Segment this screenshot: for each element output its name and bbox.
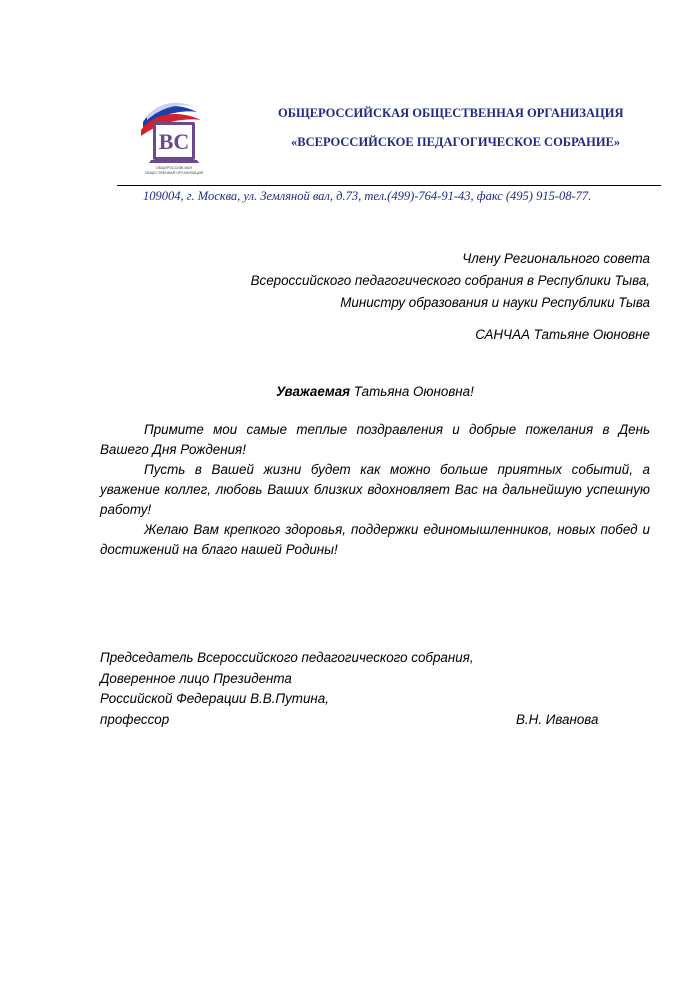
letter-body (100, 420, 650, 560)
body-paragraph-1: Примите мои самые теплые поздравления и добрые пожелания в День Вашего Дня Рождения! (100, 422, 650, 457)
organization-address: 109004, г. Москва, ул. Земляной вал, д.73, тел.(499)-764-91-43, факс (495) 915-08-77. (143, 189, 592, 203)
signature-line-2: Доверенное лицо Президента (100, 670, 292, 686)
addressee-line-2: Всероссийского педагогического собрания в Республики Тыва, (250, 273, 650, 288)
addressee-block (150, 248, 650, 314)
addressee-line-3: Министру образования и науки Республики Тыва (340, 295, 650, 310)
body-paragraph-3: Желаю Вам крепкого здоровья, поддержки единомышленников, новых побед и достижений на благо нашей Родины! (100, 522, 650, 557)
signature-line-1: Председатель Всероссийского педагогического собрания, (100, 650, 474, 665)
signatory-name: В.Н. Иванова (516, 712, 599, 728)
organization-logo-icon (137, 100, 217, 176)
svg-text:ВС: ВС (158, 129, 190, 154)
organization-name-line-1: ОБЩЕРОССИЙСКАЯ ОБЩЕСТВЕННАЯ ОРГАНИЗАЦИЯ (278, 106, 624, 120)
signature-line-3: Российской Федерации В.В.Путина, (100, 691, 329, 707)
signature-title: профессор (100, 712, 170, 728)
greeting-name: Татьяна Оюновна! (353, 384, 474, 399)
letterhead-divider (117, 185, 661, 186)
addressee-line-1: Члену Регионального совета (462, 251, 650, 266)
greeting-salutation: Уважаемая (276, 384, 351, 399)
svg-text:ОБЩЕСТВЕННАЯ ОРГАНИЗАЦИЯ: ОБЩЕСТВЕННАЯ ОРГАНИЗАЦИЯ (144, 171, 204, 175)
svg-text:ОБЩЕРОССИЙСКАЯ: ОБЩЕРОССИЙСКАЯ (155, 166, 193, 170)
greeting (100, 384, 650, 399)
addressee-name: САНЧАА Татьяне Оюновне (475, 327, 650, 342)
organization-name-line-2: «ВСЕРОССИЙСКОЕ ПЕДАГОГИЧЕСКОЕ СОБРАНИЕ» (291, 135, 621, 149)
signature-block (100, 648, 620, 731)
body-paragraph-2: Пусть в Вашей жизни будет как можно больше приятных событий, а уважение коллег, любовь Ваших близких вдохновляет Вас на дальнейшую успешную работу! (100, 462, 650, 517)
signature-title-row (100, 710, 620, 731)
